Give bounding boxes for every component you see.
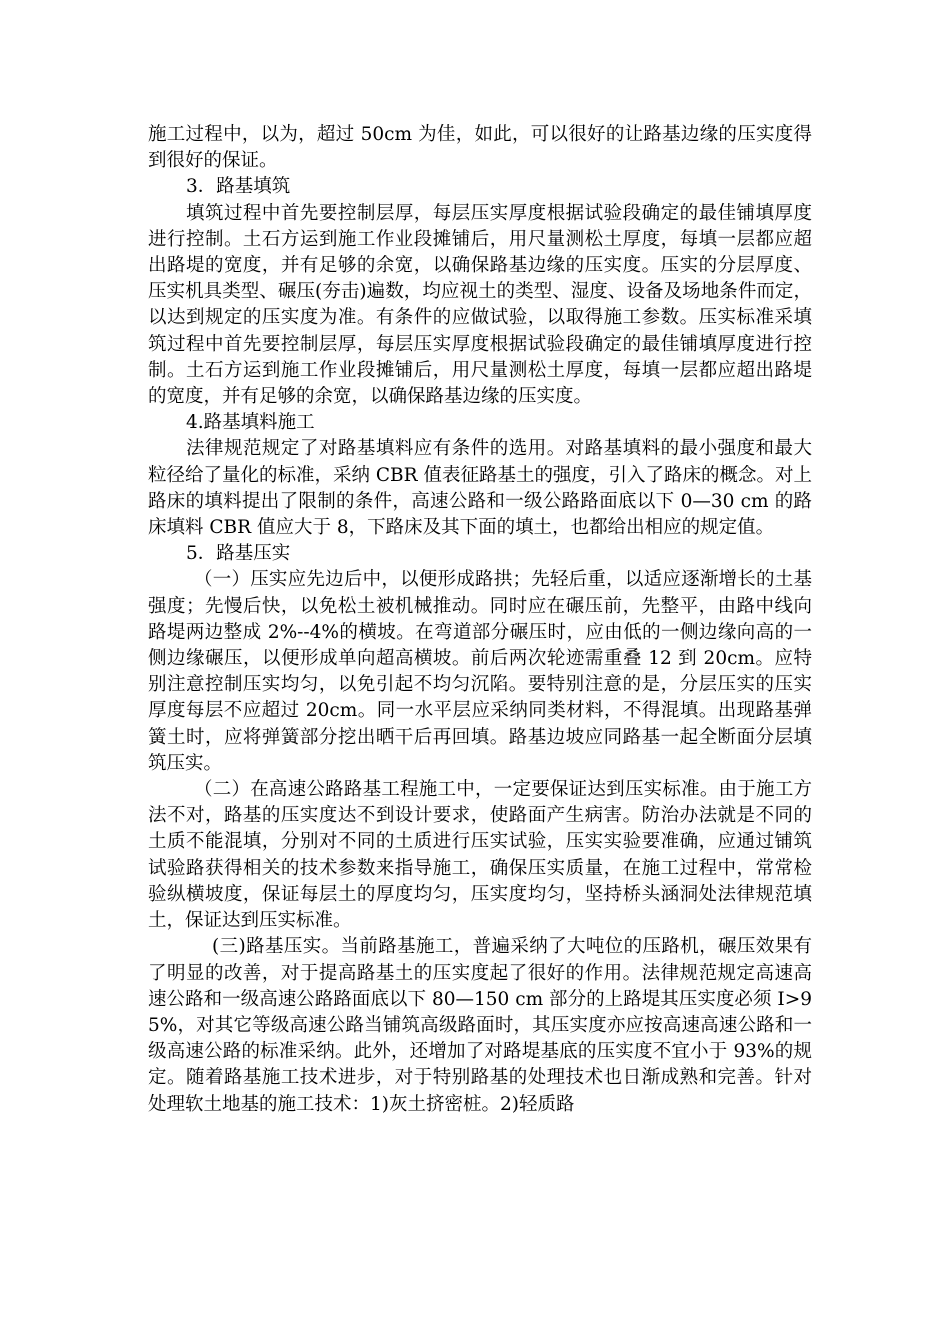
section-heading-5: 5．路基压实 — [186, 543, 291, 565]
paragraph-compaction-2: （二）在高速公路路基工程施工中，一定要保证达到压实标准。由于施工方法不对，路基的压实度达不到设计要求，使路面产生病害。防治办法就是不同的土质不能混填，分别对不同的土质进行压实试验，压实实验要准确，应通过铺筑试验路获得相关的技术参数来指导施工，确保压实质量，在施工过程中，常常检验纵横坡度，保证每层土的厚度均匀，压实度均匀，坚持桥头涵洞处法律规范填土，保证达到压实标准。 — [148, 779, 812, 932]
paragraph-subgrade-filling: 填筑过程中首先要控制层厚，每层压实厚度根据试验段确定的最佳铺填厚度进行控制。土石方运到施工作业段摊铺后，用尺量测松土厚度，每填一层都应超出路堤的宽度，并有足够的余宽，以确保路基边缘的压实度。压实的分层厚度、压实机具类型、碾压(夯击)遍数，均应视土的类型、湿度、设备及场地条件而定，以达到规定的压实度为准。有条件的应做试验，以取得施工参数。压实标准采填筑过程中首先要控制层厚，每层压实厚度根据试验段确定的最佳铺填厚度进行控制。土石方运到施工作业段摊铺后，用尺量测松土厚度，每填一层都应超出路堤的宽度，并有足够的余宽，以确保路基边缘的压实度。 — [148, 202, 812, 408]
document-page — [148, 122, 812, 1118]
paragraph-continuation: 施工过程中，以为，超过 50cm 为佳，如此，可以很好的让路基边缘的压实度得到很好的保证。 — [148, 124, 812, 172]
section-heading-4: 4.路基填料施工 — [186, 412, 315, 434]
paragraph-filling-material: 法律规范规定了对路基填料应有条件的选用。对路基填料的最小强度和最大粒径给了量化的标准，采纳 CBR 值表征路基土的强度，引入了路床的概念。对上路床的填料提出了限制的条件，高速公路和一级公路路面底以下 0—30 cm 的路床填料 CBR 值应大于 8，下路床及其下面的填土，也都给出相应的规定值。 — [148, 438, 812, 539]
paragraph-compaction-3: (三)路基压实。当前路基施工，普遍采纳了大吨位的压路机，碾压效果有了明显的改善，对于提高路基土的压实度起了很好的作用。法律规范规定高速高速公路和一级高速公路路面底以下 80—150 cm 部分的上路堤其压实度必须 I>95%，对其它等级高速公路当铺筑高级路面时，其压实度亦应按高速高速公路和一级高速公路的标准采纳。此外，还增加了对路堤基底的压实度不宜小于 93%的规定。随着路基施工技术进步，对于特别路基的处理技术也日渐成熟和完善。针对处理软土地基的施工技术：1)灰土挤密桩。2)轻质路 — [148, 936, 812, 1115]
paragraph-compaction-1: （一）压实应先边后中，以便形成路拱；先轻后重，以适应逐渐增长的土基强度；先慢后快，以免松土被机械推动。同时应在碾压前，先整平，由路中线向路堤两边整成 2%--4%的横坡。在弯道部分碾压时，应由低的一侧边缘向高的一侧边缘碾压，以便形成单向超高横坡。前后两次轮迹需重叠 12 到 20cm。应特别注意控制压实均匀，以免引起不均匀沉陷。要特别注意的是，分层压实的压实厚度每层不应超过 20cm。同一水平层应采纳同类材料，不得混填。出现路基弹簧土时，应将弹簧部分挖出晒干后再回填。路基边坡应同路基一起全断面分层填筑压实。 — [148, 569, 812, 774]
section-heading-3: 3．路基填筑 — [186, 176, 291, 198]
